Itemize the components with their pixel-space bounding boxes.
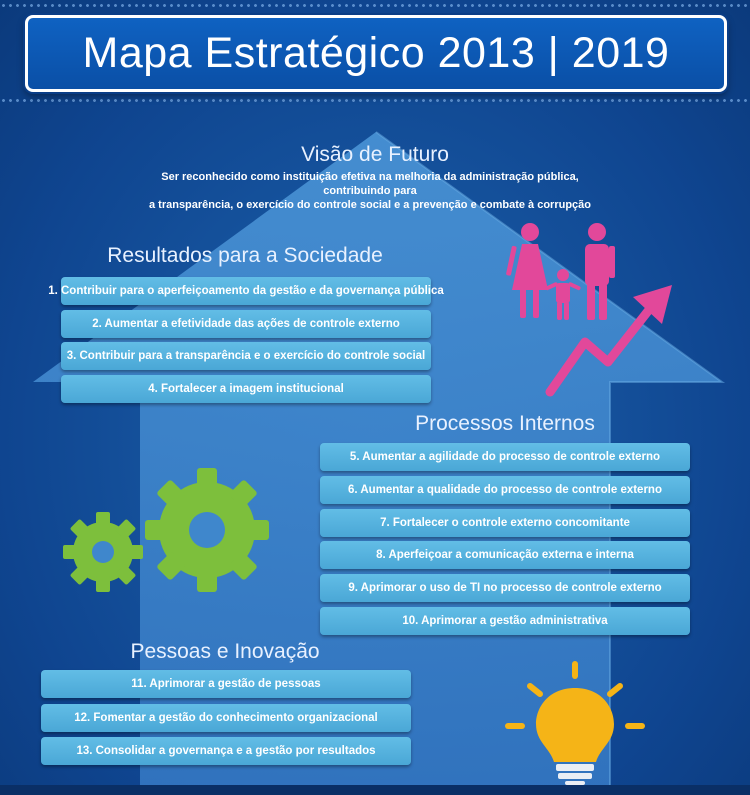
objective-9: 9. Aprimorar o uso de TI no processo de controle externo — [320, 574, 690, 602]
objective-10: 10. Aprimorar a gestão administrativa — [320, 607, 690, 635]
objective-5: 5. Aumentar a agilidade do processo de controle externo — [320, 443, 690, 471]
processes-heading: Processos Internos — [415, 412, 595, 435]
objective-4: 4. Fortalecer a imagem institucional — [61, 375, 431, 403]
society-heading: Resultados para a Sociedade — [107, 244, 383, 267]
objective-7: 7. Fortalecer o controle externo concomitante — [320, 509, 690, 537]
objective-2: 2. Aumentar a efetividade das ações de controle externo — [61, 310, 431, 338]
title-banner — [25, 15, 727, 92]
vision-line-2: a transparência, o exercício do controle social e a prevenção e combate à corrupção — [148, 199, 591, 211]
vision-heading: Visão de Futuro — [301, 143, 449, 166]
objective-6: 6. Aumentar a qualidade do processo de controle externo — [320, 476, 690, 504]
people-heading: Pessoas e Inovação — [130, 640, 320, 663]
bottom-border — [0, 785, 750, 795]
vision-statement — [130, 170, 610, 212]
objective-3: 3. Contribuir para a transparência e o exercício do controle social — [61, 342, 431, 370]
objective-13: 13. Consolidar a governança e a gestão por resultados — [41, 737, 411, 765]
page-title: Mapa Estratégico 2013 | 2019 — [82, 29, 670, 77]
objective-11: 11. Aprimorar a gestão de pessoas — [41, 670, 411, 698]
objective-12: 12. Fomentar a gestão do conhecimento organizacional — [41, 704, 411, 732]
vision-line-1: Ser reconhecido como instituição efetiva na melhoria da administração pública, contribuindo para — [161, 171, 579, 197]
objective-8: 8. Aperfeiçoar a comunicação externa e interna — [320, 541, 690, 569]
objective-1: 1. Contribuir para o aperfeiçoamento da gestão e da governança pública — [61, 277, 431, 305]
